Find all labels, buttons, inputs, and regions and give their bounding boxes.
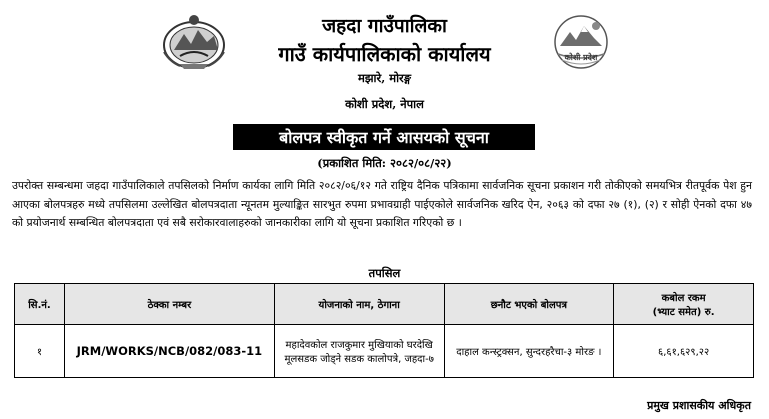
tender-table — [14, 283, 754, 378]
header-project-name: योजनाको नाम, ठेगाना — [274, 284, 444, 325]
header-bid-amount: कबोल रकम (भ्याट समेत) रु. — [614, 284, 754, 325]
cell-serial: १ — [15, 325, 65, 378]
header-selected-bid: छनौट भएको बोलपत्र — [444, 284, 614, 325]
header-serial: सि.नं. — [15, 284, 65, 325]
published-date: (प्रकाशित मिति: २०८२/०८/२२) — [317, 156, 452, 170]
cell-project-name: महादेवकोल राजकुमार मुखियाको घरदेखि मूलसडक जोड्ने सडक कालोपत्रे, जहदा-७ — [274, 325, 444, 378]
office-name: गाउँ कार्यपालिकाको कार्यालय — [278, 42, 491, 66]
signature-title: प्रमुख प्रशासकीय अधिकृत — [647, 399, 751, 412]
header-contract-number: ठेक्का नम्बर — [64, 284, 274, 325]
notice-title: बोलपत्र स्वीकृत गर्ने आसयको सूचना — [233, 124, 535, 150]
office-location: मझारे, मोरङ्ग — [357, 71, 412, 85]
cell-bid-amount: ६,६१,६२९,२२ — [614, 325, 754, 378]
notice-body: उपरोक्त सम्बन्धमा जहदा गाउँपालिकाले तपसिलको निर्माण कार्यका लागि मिति २०८२/०६/१२ गते राष्ट्रिय दैनिक पत्रिकामा सार्वजनिक सूचना प्रकाशन गरी तोकीएको समयभित्र रीतपूर्वक पेश हुन आएका बोलपत्रहरु मध्ये तपसिलमा उल्लेखित बोलपत्रदाता न्यूनतम मुल्याङ्कित सारभुत रुपमा प्रभावग्राही पाईएकोले सार्वजनिक खरिद ऐन, २०६३ को दफा २७ (१), (२) र सोही ऐनको दफा ४७ को प्रयोजनार्थ सम्बन्धित बोलपत्रदाता एवं सबै सरोकारवालाहरुको जानकारीका लागि यो सूचना प्रकाशित गरिएको छ । — [12, 179, 752, 229]
cell-contract-number: JRM/WORKS/NCB/082/083-11 — [64, 325, 274, 378]
right-logo-caption: कोशी प्रदेश — [564, 53, 598, 62]
table-header-row — [15, 284, 754, 325]
cell-selected-bid: दाहाल कन्स्ट्रक्सन, सुन्दरहरैचा-३ मोरङ । — [444, 325, 614, 378]
municipality-name: जहदा गाउँपालिका — [322, 15, 447, 37]
table-title: तपसिल — [368, 266, 401, 280]
province-country: कोशी प्रदेश, नेपाल — [345, 97, 424, 111]
table-row — [15, 325, 754, 378]
